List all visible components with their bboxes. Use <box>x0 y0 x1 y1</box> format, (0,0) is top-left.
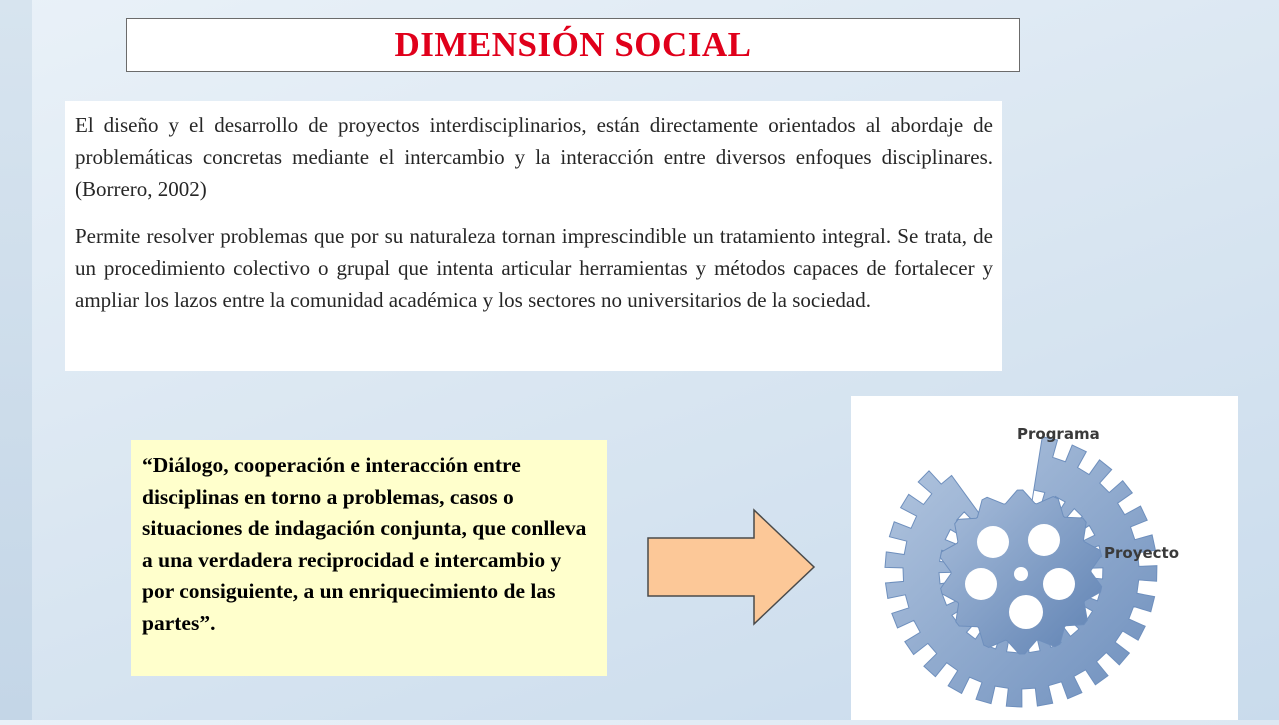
label-proyecto: Proyecto <box>1104 544 1180 562</box>
body-paragraph-1: El diseño y el desarrollo de proyectos interdisciplinarios, están directamente orientados al abordaje de problemáticas concretas mediante el intercambio y la interacción entre diversos enfoques disciplinares. (Borrero, 2002) <box>75 113 993 201</box>
label-programa: Programa <box>1017 425 1100 443</box>
body-text-box <box>65 101 1002 371</box>
body-paragraph-2: Permite resolver problemas que por su naturaleza tornan imprescindible un tratamiento integral. Se trata, de un procedimiento colectivo o grupal que intenta articular herramientas y métodos capaces de fortalecer y ampliar los lazos entre la comunidad académica y los sectores no universitarios de la sociedad. <box>75 224 993 312</box>
right-arrow-icon <box>646 508 816 626</box>
gear-hole <box>977 526 1009 558</box>
gear-graphic <box>851 396 1238 720</box>
quote-text: “Diálogo, cooperación e interacción entre disciplinas en torno a problemas, casos o situaciones de indagación conjunta, que conlleva a una verdadera reciprocidad e intercambio y por consiguiente, a un enriquecimiento de las partes”. <box>142 453 587 635</box>
quote-box <box>131 440 607 676</box>
title-box <box>126 18 1020 72</box>
slide-title: DIMENSIÓN SOCIAL <box>394 25 752 64</box>
left-decorative-strip <box>0 0 32 720</box>
gear-hole <box>1009 595 1043 629</box>
arrow-shape <box>648 510 814 624</box>
gear-hole <box>1043 568 1075 600</box>
gear-image-panel <box>851 396 1238 720</box>
gear-hole <box>1028 524 1060 556</box>
gear-hole <box>965 568 997 600</box>
gear-hole <box>1014 567 1028 581</box>
